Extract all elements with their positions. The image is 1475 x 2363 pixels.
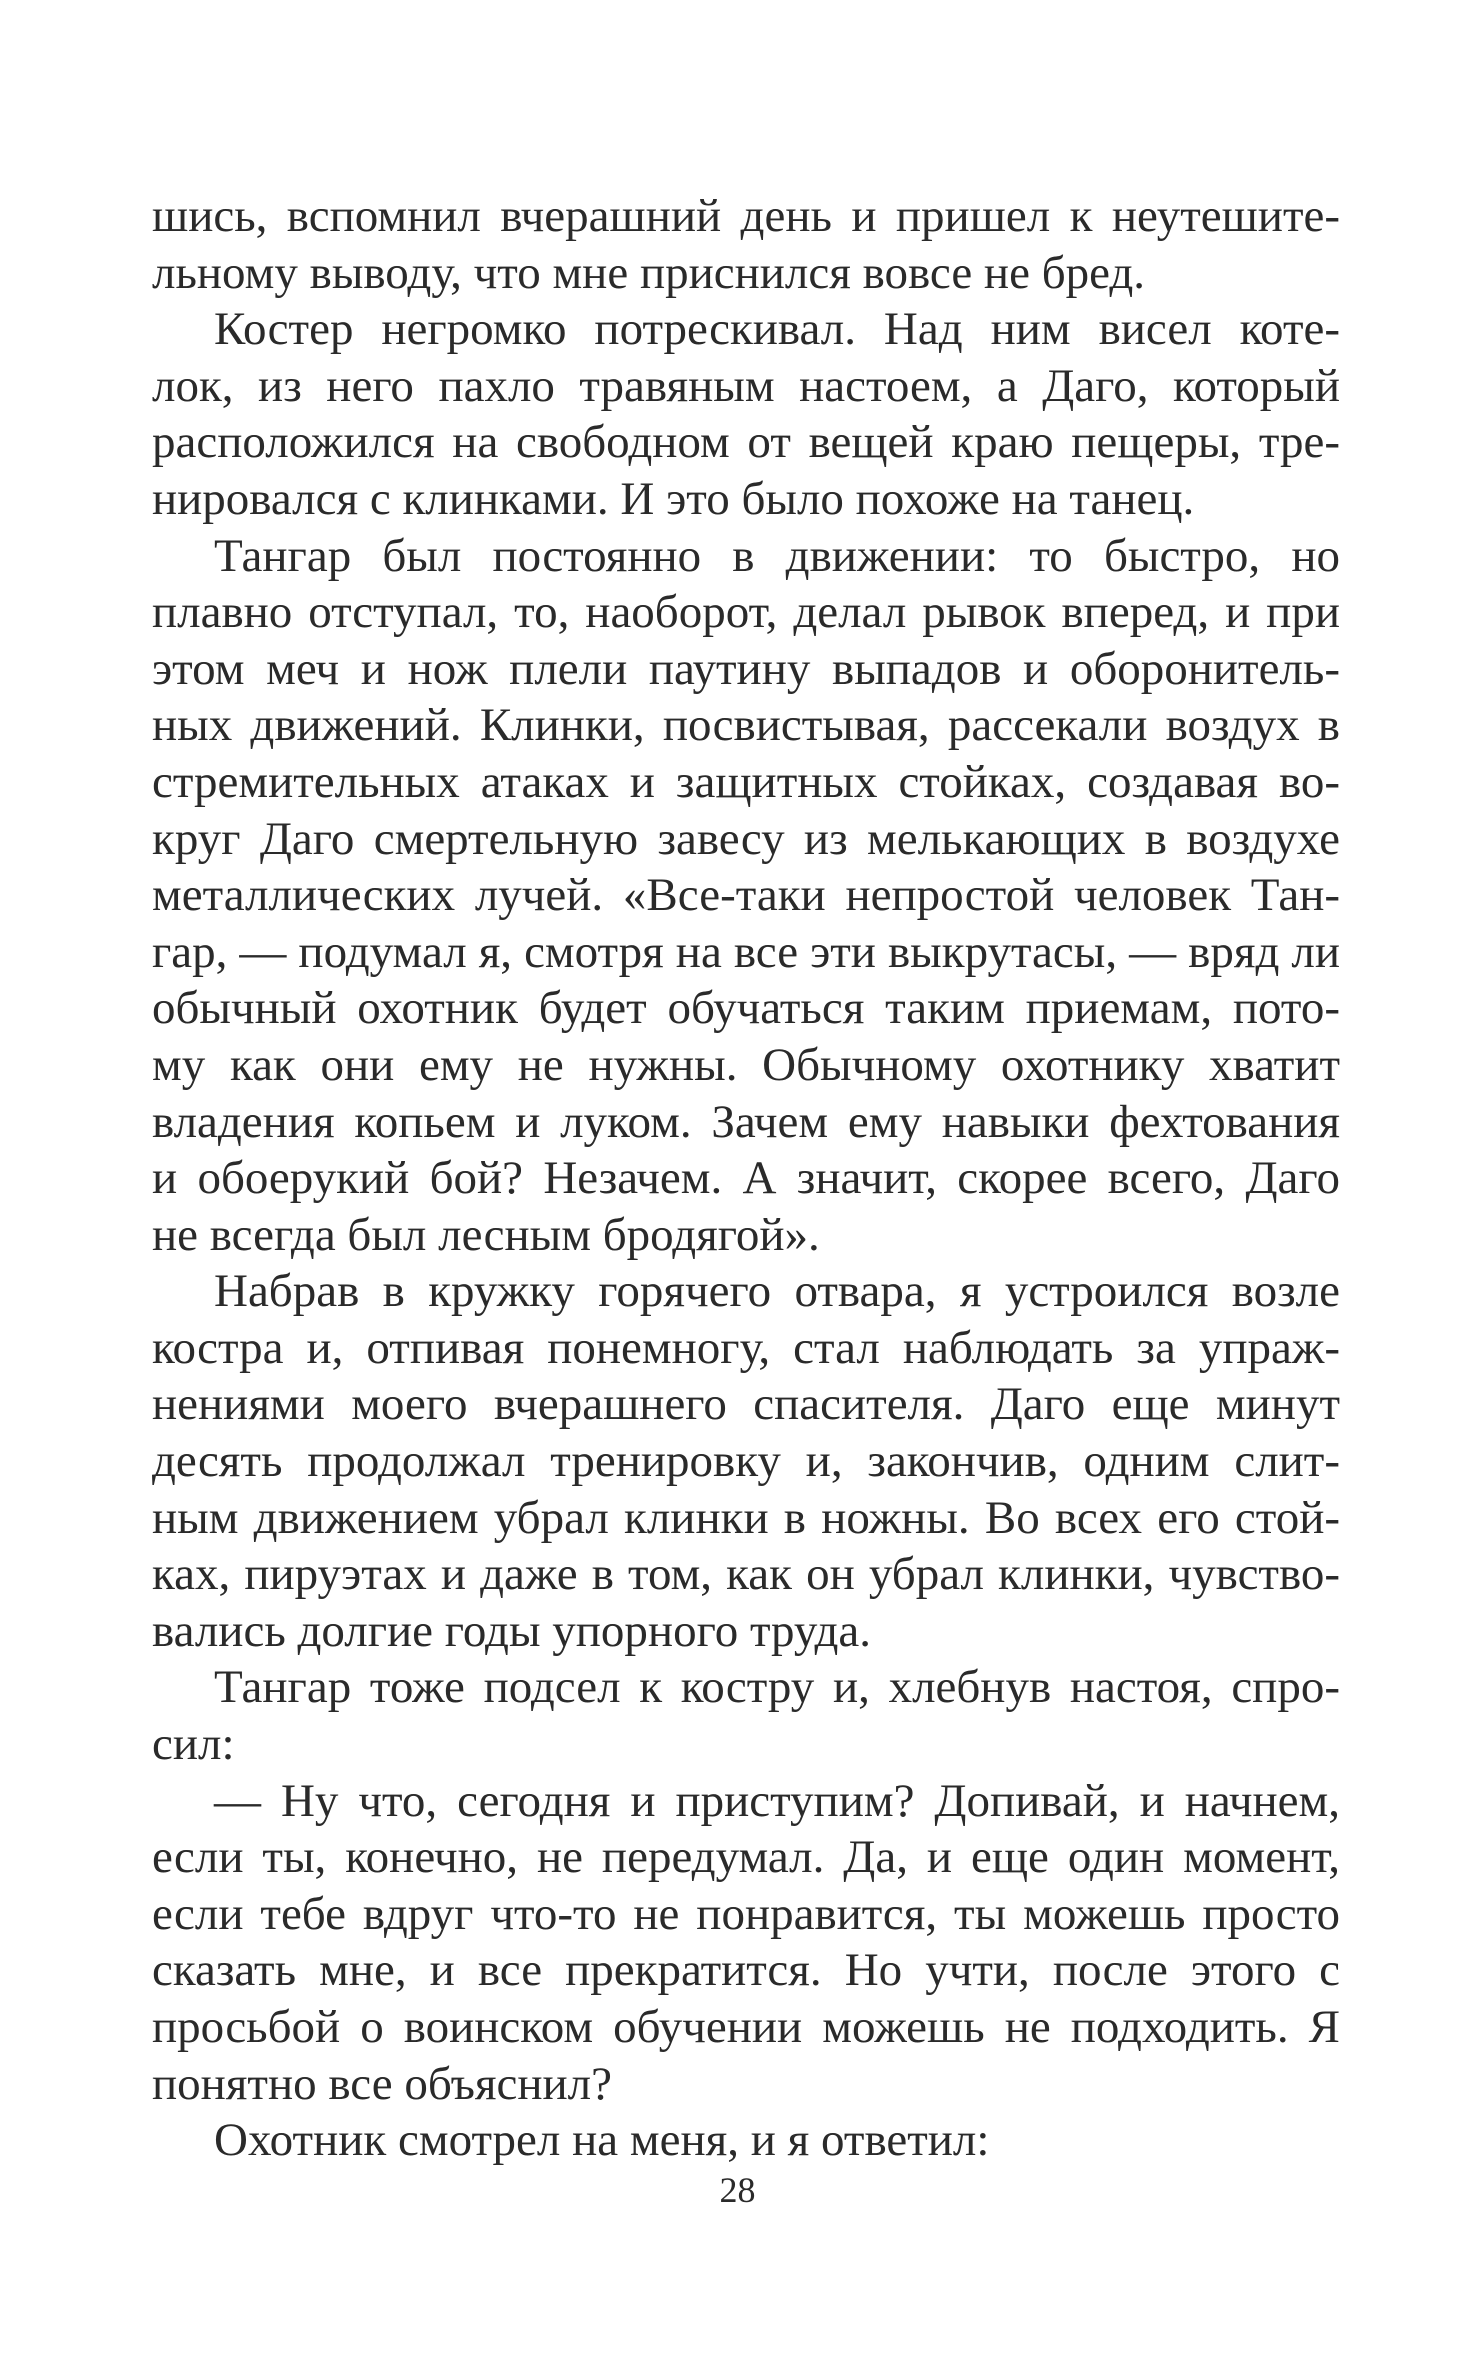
text-line: лок, из него пахло травяным настоем, а Даго, который — [152, 359, 1340, 412]
text-line: Тангар был постоянно в движении: то быстро, но — [214, 529, 1340, 582]
text-line: сил: — [152, 1718, 235, 1771]
body-text — [152, 188, 1340, 2169]
text-line: нировался с клинками. И это было похоже на танец. — [152, 472, 1195, 525]
text-line: стремительных атаках и защитных стойках, создавая во- — [152, 755, 1340, 808]
text-line: сказать мне, и все прекратится. Но учти, после этого с — [152, 1944, 1340, 1997]
text-line: металлических лучей. «Все-таки непростой человек Тан- — [152, 869, 1340, 922]
text-line: понятно все объяснил? — [152, 2057, 612, 2110]
text-line: Костер негромко потрескивал. Над ним висел коте- — [214, 303, 1340, 356]
text-line: шись, вспомнил вчерашний день и пришел к неутешите- — [152, 190, 1340, 242]
text-line: ных движений. Клинки, посвистывая, рассекали воздух в — [152, 699, 1340, 752]
text-line: вались долгие годы упорного труда. — [152, 1604, 871, 1657]
text-line: расположился на свободном от вещей краю пещеры, тре- — [152, 416, 1340, 469]
text-line: не всегда был лесным бродягой». — [152, 1208, 820, 1261]
text-line: Набрав в кружку горячего отвара, я устроился возле — [214, 1265, 1340, 1318]
text-line: ках, пируэтах и даже в том, как он убрал клинки, чувство- — [152, 1548, 1340, 1601]
text-line: десять продолжал тренировку и, закончив, одним слит- — [152, 1435, 1340, 1488]
text-line: нениями моего вчерашнего спасителя. Даго еще минут — [152, 1378, 1340, 1431]
text-line: льному выводу, что мне приснился вовсе не бред. — [152, 246, 1146, 299]
text-line: Тангар тоже подсел к костру и, хлебнув настоя, спро- — [214, 1661, 1340, 1714]
text-line: если тебе вдруг что-то не понравится, ты можешь просто — [152, 1887, 1340, 1940]
text-line: если ты, конечно, не передумал. Да, и еще один момент, — [152, 1831, 1340, 1884]
text-line: обычный охотник будет обучаться таким приемам, пото- — [152, 982, 1340, 1035]
text-line: плавно отступал, то, наоборот, делал рывок вперед, и при — [152, 586, 1340, 639]
text-line: и обоерукий бой? Незачем. А значит, скорее всего, Даго — [152, 1152, 1340, 1205]
text-line: му как они ему не нужны. Обычному охотнику хватит — [152, 1038, 1340, 1091]
page-number: 28 — [719, 2170, 756, 2210]
text-line: ным движением убрал клинки в ножны. Во всех его стой- — [152, 1491, 1340, 1544]
text-line: просьбой о воинском обучении можешь не подходить. Я — [152, 2001, 1340, 2053]
text-line: костра и, отпивая понемногу, стал наблюдать за упраж- — [152, 1321, 1340, 1374]
text-line: Охотник смотрел на меня, и я ответил: — [214, 2114, 990, 2167]
text-line: этом меч и нож плели паутину выпадов и оборонитель- — [152, 642, 1340, 695]
text-line: круг Даго смертельную завесу из мелькающих в воздухе — [152, 812, 1340, 865]
text-line: гар, — подумал я, смотря на все эти выкрутасы, — вряд ли — [152, 925, 1340, 978]
text-line: владения копьем и луком. Зачем ему навыки фехтования — [152, 1095, 1340, 1148]
text-line: — Ну что, сегодня и приступим? Допивай, и начнем, — [214, 1774, 1340, 1827]
